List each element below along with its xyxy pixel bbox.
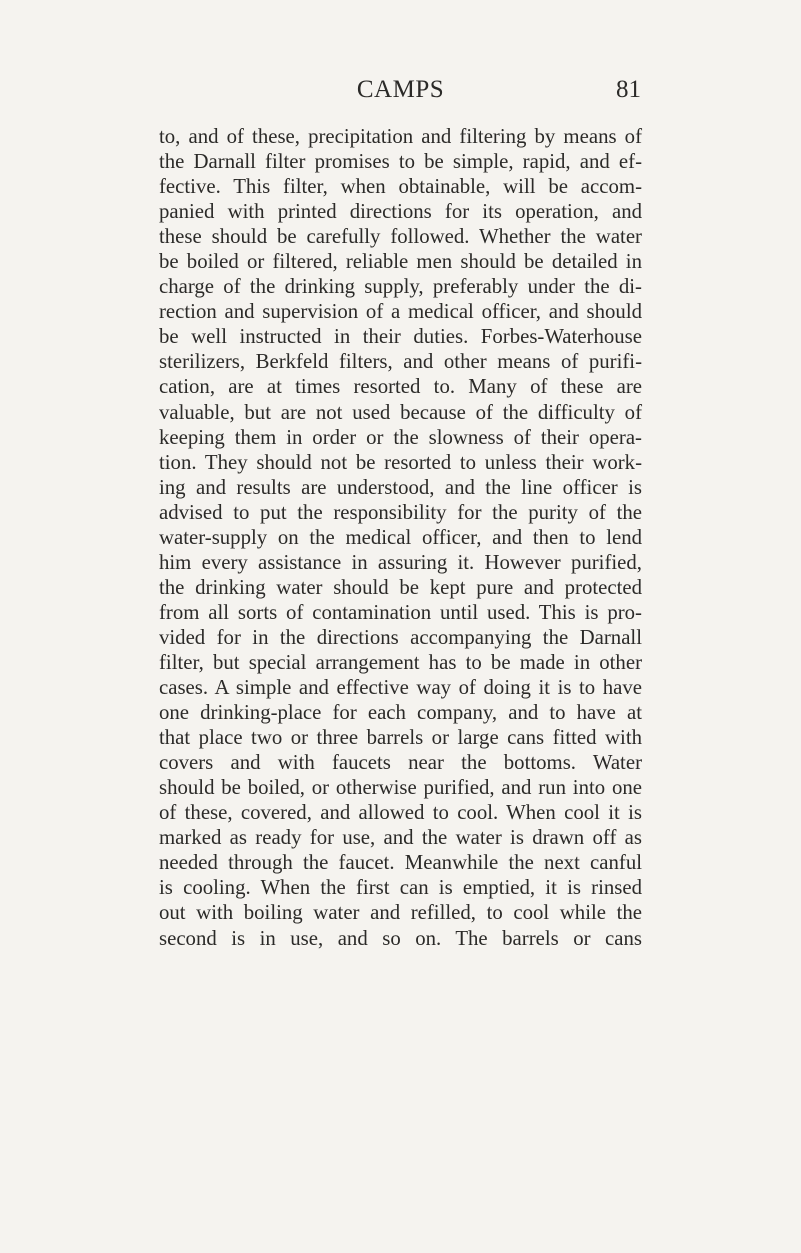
text-line-12: valuable, but are not used because of the difficulty of xyxy=(159,400,642,424)
text-line-14: tion. They should not be resorted to unless their work- xyxy=(159,450,642,474)
text-line-21: vided for in the directions accompanying the Darnall xyxy=(159,625,642,649)
text-line-4: panied with printed directions for its operation, and xyxy=(159,200,642,224)
text-line-10: sterilizers, Berkfeld filters, and other means of purifi- xyxy=(159,350,642,374)
body-text xyxy=(159,124,642,951)
running-head xyxy=(0,73,801,107)
text-line-9: be well instructed in their duties. Forbes-Waterhouse xyxy=(159,325,642,349)
text-line-11: cation, are at times resorted to. Many of these are xyxy=(159,375,642,399)
text-line-18: him every assistance in assuring it. However purified, xyxy=(159,550,642,574)
text-line-2: the Darnall filter promises to be simple, rapid, and ef- xyxy=(159,150,642,174)
text-line-20: from all sorts of contamination until used. This is pro- xyxy=(159,600,642,624)
text-line-13: keeping them in order or the slowness of their opera- xyxy=(159,425,642,449)
text-line-29: marked as ready for use, and the water is drawn off as xyxy=(159,826,642,850)
text-line-25: that place two or three barrels or large cans fitted with xyxy=(159,726,642,750)
text-line-16: advised to put the responsibility for the purity of the xyxy=(159,500,642,524)
text-line-6: be boiled or filtered, reliable men should be detailed in xyxy=(159,250,642,274)
text-line-15: ing and results are understood, and the line officer is xyxy=(159,475,642,499)
text-line-7: charge of the drinking supply, preferably under the di- xyxy=(159,275,642,299)
text-line-19: the drinking water should be kept pure and protected xyxy=(159,575,642,599)
text-line-24: one drinking-place for each company, and to have at xyxy=(159,701,642,725)
page-number: 81 xyxy=(616,76,641,103)
text-line-5: these should be carefully followed. Whether the water xyxy=(159,225,642,249)
running-title: CAMPS xyxy=(356,76,445,103)
text-line-3: fective. This filter, when obtainable, will be accom- xyxy=(159,175,642,199)
text-line-30: needed through the faucet. Meanwhile the next canful xyxy=(159,851,642,875)
text-line-8: rection and supervision of a medical officer, and should xyxy=(159,300,642,324)
text-line-28: of these, covered, and allowed to cool. When cool it is xyxy=(159,801,642,825)
text-line-31: is cooling. When the first can is emptied, it is rinsed xyxy=(159,876,642,900)
text-line-32: out with boiling water and refilled, to cool while the xyxy=(159,901,642,925)
text-line-17: water-supply on the medical officer, and then to lend xyxy=(159,525,642,549)
text-line-33: second is in use, and so on. The barrels or cans xyxy=(159,926,642,950)
text-line-26: covers and with faucets near the bottoms. Water xyxy=(159,751,642,775)
text-line-23: cases. A simple and effective way of doing it is to have xyxy=(159,676,642,700)
text-line-22: filter, but special arrangement has to be made in other xyxy=(159,650,642,674)
text-line-27: should be boiled, or otherwise purified, and run into one xyxy=(159,776,642,800)
text-line-1: to, and of these, precipitation and filtering by means of xyxy=(159,125,642,148)
